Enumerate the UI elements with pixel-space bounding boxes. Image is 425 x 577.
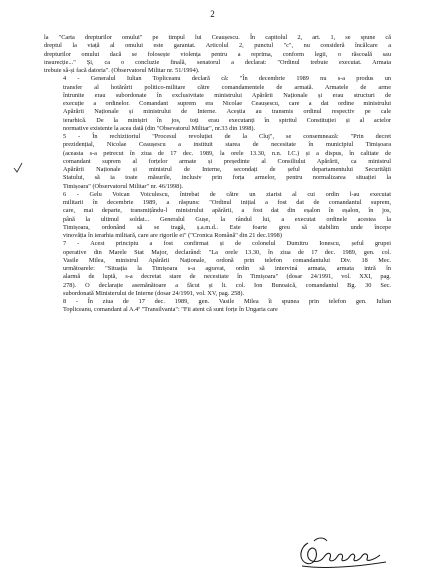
text-line: la "Carta drepturilor omului" pe timpul lui Ceaușescu. În capitolul 2, art. 1, se spune că <box>44 34 391 41</box>
text-line: ierarhică. De la miniștri în jos, toți erau executanți în spiritul Constituției și al actelor <box>63 116 391 124</box>
page-number: 2 <box>210 9 215 19</box>
text-line: 7 - Acest principiu a fost confirmat și de colonelul Dumitru Ionescu, șeful grupei <box>63 240 391 248</box>
text-line: 4 - Generalul Iulian Topliceanu declară că: "În decembrie 1989 nu s-a produs un <box>63 75 391 83</box>
text-line: vinovăția în ierarhia militară, care are rigorile ei" ("Cronica Română" din 21 dec.1998) <box>63 232 282 239</box>
text-line: 278). O declarație asemănătoare a făcut și lt. col. Ion Bunoaică, comandantul Bg. 30 Sec. <box>63 281 391 289</box>
text-line: care, mai departe, transmițându-l ministrului apărării, a fost dat din eșalon în eșalon, în jos, <box>63 207 391 215</box>
paragraph <box>44 191 391 241</box>
document-body <box>44 34 391 315</box>
paragraph <box>44 75 391 133</box>
text-line: insurecție..." Și, ca o concluzie finală, senatorul a declarat: "Ordinul trebuie executat. Armata <box>44 58 391 66</box>
text-line: Vasile Milea, ministrul Apărării Naționale, ordonă prin telefon comandantului Div. 18 Mec. <box>63 256 391 264</box>
text-line: trebuie să-și facă datoria". (Observatorul Militar nr. 51/1994). <box>44 67 200 74</box>
text-line: prezidențial, Nicolae Ceaușescu a instituit starea de necesitate în municipiul Timișoara <box>63 141 391 149</box>
text-line: comandant suprem al forțelor armate și președinte al Consiliului Apărării, ca ministrul <box>63 157 391 165</box>
text-line: Timișoara" (Observatorul Militar" nr. 46/1998). <box>63 182 183 190</box>
text-line: operative din Marele Stat Major, declarând: "La orele 13.30, în ziua de 17 dec. 1989, gen. col. <box>63 248 391 256</box>
paragraph <box>44 298 391 315</box>
text-line: Timișoara, ordonând să se tragă, ș.a.m.d.. Este foarte greu să stabilim unde începe <box>63 223 391 231</box>
text-line: militarii în decembrie 1989, a răspuns: "Ordinul inițial a fost dat de comandantul suprem, <box>63 199 391 206</box>
text-line: drepturilor omului dacă se folosește violența pentru a reprima, conform legii, o răscoală sau <box>44 50 391 58</box>
paragraph <box>44 133 391 191</box>
margin-checkmark <box>13 162 23 174</box>
text-line: Topliceanu, comandant al A.4ª "Transilvania": "Fii atent că sunt forțe în Ungaria care <box>63 306 278 314</box>
text-line: următoarele: "Situația la Timișoara s-a agravat, ordin să interviná armata, armata intră în <box>63 265 391 272</box>
text-line: Apărării Naționale și ministrului de Interne. Aceștia au transmis ordinul respectiv pe cale <box>63 108 391 116</box>
paragraph <box>44 34 391 75</box>
text-line: 5 - În rechizitoriul "Procesul revoluției de la Cluj", se consemnează: "Prin decret <box>63 133 391 140</box>
text-line: subordonată Ministerului de Interne (dosar 24/1991, vol. XV, pag. 258). <box>63 289 245 297</box>
text-line: 6 - Gelu Voican Voiculescu, întrebat de către un ziarist al cui ordin l-au executat <box>63 190 391 198</box>
text-line: Statului, să ia toate măsurile, inclusiv prin forța armelor, pentru normalizarea situației la <box>63 174 391 182</box>
text-line: 8 - În ziua de 17 dec. 1989, gen. Vasile Milea îi spunea prin telefon gen. Iulian <box>63 298 391 305</box>
handwritten-signature <box>294 533 392 571</box>
text-line: întrunite erau subordonate în exclusivitate ministrului Apărării Naționale și erau structuri de <box>63 91 391 99</box>
text-line: dreptul la viață al omului este garantat. Articolul 2, punctul "c", nu consideră încălcare a <box>44 42 391 50</box>
text-line: normative existente la acea dată (din "Obsevatorul Militar", nr.33 din 1998). <box>63 124 256 132</box>
paragraph <box>44 240 391 298</box>
text-line: (aceasta s-a petrecut în ziua de 17 dec. 1989, la orele 13.30, n.n. I.C.) și a dispus, în calitate de <box>63 149 391 157</box>
text-line: alarmă de luptă, s-a decretat stare de necesitate în Timișoara" (dosar 24/1991, vol. XXI, pag. <box>63 273 391 281</box>
text-line: execuție a ordinelor. Comandant suprem era Nicolae Ceaușescu, care a dat ordine ministrului <box>63 100 391 107</box>
text-line: Apărării Naționale și ministrul de Interne, secondați de șeful departamentului Securității <box>63 166 391 173</box>
text-line: până la ultimul soldat... Generalul Gușe, la rândul lui, a executat ordinele acestea la <box>63 215 391 223</box>
text-line: transfer al hotărârii politico-militare către comandamentele de armată. Armatele de arme <box>63 83 391 91</box>
